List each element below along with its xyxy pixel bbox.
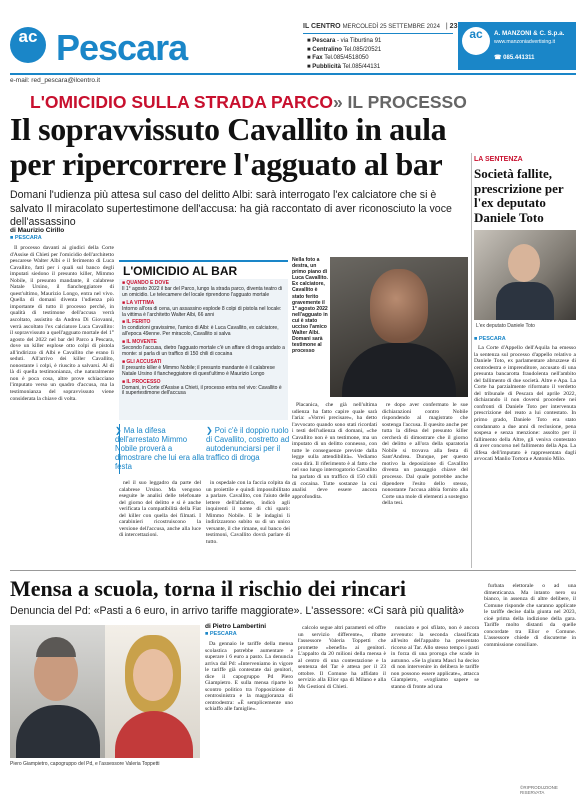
email: e-mail: red_pescara@ilcentro.it: [10, 77, 101, 84]
toto-caption: L'ex deputato Daniele Toto: [476, 323, 535, 329]
pull-quote: ❯ Ma la difesa dell'arrestato Mimmo Nobile proverà a dimostrare che lui era alla festa: [115, 426, 205, 471]
header-logo: ac: [10, 27, 46, 63]
info-box: L'OMICIDIO AL BAR ■ QUANDO E DOVE Il 1° agosto 2022 il bar del Parco, lungo la strada parco, diventa teatro di un omicidio. Le telecamere del locale riprendono l'agguato mortale ■ LA VITTIMA Intorno all'ora di cena, un assassino esplode 8 colpi di pistola nel locale: la vittima è l'architetto Walter Albi, 66 anni ■ IL FERITO In condizioni gravissime, l'amico di Albi: è Luca Cavallito, ex calciatore, all'epoca 49enne. Per miracolo, Cavallito si salva ■ IL MOVENTE Secondo l'accusa, dietro l'agguato mortale c'è un affare di droga andato a monte: si parla di un traffico di 150 chili di cocaina ■ GLI ACCUSATI Il presunto killer è Mimmo Nobile; il presunto mandante è il calabrese Natale Ursino il fiancheggiatore di quest'ultimo è Maurizio Longo ■ IL PROCESSO Domani, in Corte d'Assise a Chieti, il processo entra nel vivo: Cavallito è il supertestimone dell'accusa: [119, 260, 288, 420]
subhead: Domani l'udienza più attesa sul caso del delitto Albi: sarà interrogato l'ex calciatore che si è salvato Il miracolato supertestimone dell'accusa: ha già raccontato di aver riconosciuto la voce dell'assassino: [10, 189, 452, 228]
story2-col1: Da gennaio le tariffe della mensa scolastica potrebbe aumentare e superare i 6 euro a pasto. La denuncia arriva dal Pd: «Interveniamo in vigore le tariffe già contestate dai genitori, dice il capogruppo Pd Piero Giampietro. E sulla mensa riparte lo scontro politico tra l'opposizione di centrosinistra e la maggioranza di centrodestra: «È semplicemente uno schiaffo alle famiglie».: [205, 641, 293, 713]
story2-subhead: Denuncia del Pd: «Pasti a 6 euro, in arrivo tariffe maggiorate». L'assessore: «Ci sarà più qualità»: [10, 605, 465, 617]
paper-name: IL CENTRO: [303, 23, 341, 30]
box-item-icon: ■: [122, 280, 127, 286]
headline: Il sopravvissuto Cavallito in aula per ripercorrere l'agguato al bar: [10, 111, 447, 182]
section-label: LA SENTENZA: [474, 156, 523, 163]
city-title: Pescara: [56, 27, 188, 68]
photo-caption: Nella foto a destra, un primo piano di Luca Cavallito. Ex calciatore, Cavallito è stato ferito gravemente il 1° agosto 2022 nell'agguato in cui è stato ucciso l'amico Walter Albi. Domani sarà testimone al processo: [292, 257, 328, 355]
page-number: 23: [449, 23, 458, 30]
col1-text: Il processo davanti ai giudici della Corte d'Assise di Chieti per l'omicidio dell'architetto pescarese Walter Albi e il ferimento di Luca Cavallito, fatti per i quali sul banco degli imputati siedono il presunto killer, Mimmo Nobile, il presunto mandante, il calabrese Natale Ursino, il fiancheggiatore di quest'ultimo, Maurizio Longo, entra nel vivo. Quella di domani diventa l'udienza più importante di tutto il processo perché, in qualità di testimone dell'accusa verrà ascoltato, assistito da Andrea Di Giovanni, verrà ascoltato l'ex calciatore Luca Cavallito: il sopravvissuto a quell'agguato mortale del 1° agosto del 2022 nel bar del Parco a Pescara, dove un killer esplose otto colpi di pistola all'indirizzo di Albi e Cavallito che erano lì seduti. All'arrivo dei killer Cavallito, nonostante i colpi, è riuscito a salvarsi. Al di là di quella testimonianza, che naturalmente non è poca cosa, altre prove schiacciano l'imputato verso un quadro d'accusa, ma la testimonianza del sopravvissuto viene considerata la chiave di volta.: [10, 245, 114, 402]
col4-text: Placanica, che già nell'ultima udienza ha fatto capire quale sarà l'aria: «Vorrei precisare», ha detto l'avvocato quando sono stati ricordati i testi dell'udienza di domani, «che Cavallito non è un testimone, ma un imputato di un delitto connesso, con tutte le conseguenze previste dalla legge sulla attendibilità». Vediamo cosa dirà. Il riferimento è al fatto che nel suo lungo interrogatorio Cavallito ha parlato di un traffico di 150 chili di cocaina. Tutte sostanze la cui analisi deve essere ancora approfondita.: [292, 402, 377, 500]
story2-col3: nunciato e poi sfilato, non è ancora avvenuto: la seconda classificata all'esito dell'appalto ha presentato ricorso al Tar. Allo stesso tempo i pasti in forza di una proroga che scade in autunno. «Se la giunta Masci ha deciso di non intervenire in delibera le tariffe non possono essere applicate», attacca Giampietro, «vogliamo sapere se stanno di fronte ad una: [391, 625, 479, 690]
story2-byline: di Pietro Lambertini: [205, 623, 267, 630]
byline: di Maurizio Cirillo: [10, 227, 65, 234]
story2-col4: furbata elettorale o ad una dimenticanza. Ma intanto nero su bianco, in assenza di altre delibere, il Comune risponde che saranno applicate le tariffe decise dalla giunta nel 2023, cioè prima della indizione della gara. Tariffe molto distanti da quelle concordate tra Elior e Comune. L'assessore chiede di discuterne in commissione consiliare.: [484, 583, 576, 648]
story2-photo: [10, 625, 200, 758]
toto-photo: [474, 230, 576, 320]
box-title: L'OMICIDIO AL BAR: [119, 262, 288, 279]
story2-col2: calcolo segue altri parametri ed offre un servizio differente», ribatte l'assessore Valeria Toppetti che promette «benefit» ai genitori. L'appalto da 20 milioni della mensa è al centro di una contestazione e la sentenza del Tar è attesa per il 23 ottobre. Il Comune ha affidato il servizio alla Elior spa di Milano e alla Ms Gestioni di Chieti.: [298, 625, 386, 690]
cavallito-photo: [330, 257, 468, 397]
col5-text: re dopo aver confermato le sue dichiarazioni contro Nobile rispondendo al magistrato che sostenga l'accusa. Il quesito anche per tutta la difesa del presunto killer cercherà di dimostrare che il giorno del delitto e all'ora della sparatoria Nobile si trovava alla festa di Sant'Andrea. Dunque, per questo motivo la deposizione di Cavallito diventa un passaggio chiave del processo. Dal quale potrebbe anche dipendere l'esito dello stesso, nonostante l'accusa abbia fornito alla Corte una mole di elementi a sostegno della tesi.: [382, 402, 468, 507]
paper-date: MERCOLEDÌ 25 SETTEMBRE 2024: [342, 24, 440, 30]
story2-photo-caption: Piero Giampietro, capogruppo del Pd, e l'assessore Valeria Toppetti: [10, 761, 160, 767]
contacts: ■ Pescara - via Tiburtina 91 ■ Centralino Tel.085/20521 ■ Fax Tel.085/4518050 ■ Pubblicità Tel.085/44131: [307, 38, 382, 70]
pull-quote: ❯ Poi c'è il doppio ruolo di Cavallito, costretto ad autodenunciarsi per il traffico di droga: [206, 426, 290, 462]
right-headline: Società fallite, prescrizione per l'ex deputato Daniele Toto: [474, 166, 564, 225]
story2-location: PESCARA: [209, 631, 237, 637]
ad-logo: ac: [462, 27, 490, 55]
kicker: L'OMICIDIO SULLA STRADA PARCO» IL PROCESSO: [30, 92, 467, 112]
story2-headline: Mensa a scuola, torna il rischio dei rincari: [10, 576, 406, 601]
copyright: ©RIPRODUZIONE RISERVATA: [520, 785, 558, 795]
col3-text: in ospedale con la faccia colpita da un proiettile e quindi impossibilitato a parlare. Cavallito, con l'aiuto delle lettere dell'alfabeto, indicò agli inquirenti il nome di chi sparò: Mimmo Nobile. E le indagini li indirizzarono subito su di un unico versante, il che rimane, sul banco dei testimoni, Cavallito dovrà parlare di tutto.: [206, 480, 290, 545]
quote-icon: ❯: [115, 426, 124, 435]
right-body: La Corte d'Appello dell'Aquila ha emesso la sentenza sul processo d'appello relativo a Daniele Toto, ex parlamentare abruzzese di centrodestra e imprenditore, accusato di una presunta bancarotta fraudolenta nell'ambito del fallimento di due società. Altre e Apa. La Corte ha parzialmente riformato il verdetto del tribunale di Pescara del aprile 2022, dichiarando il non doversi procedere nei confronti di Daniele Toto per intervenuta prescrizione del reato a lui contestato. In primo grado, Daniele Toto era stato condannato a due anni di reclusione, pena sospesa e senza menzione: assolto per il fallimento della Altre, gli veniva contestato di aver concorso nel fallimento della Apa. La difesa dell'imputato è rappresentata dagli avvocati Manlio Tortora e Antonio Milo.: [474, 345, 576, 463]
phone-icon: ☎: [494, 55, 504, 61]
byline-location: PESCARA: [14, 235, 42, 241]
col2-text: nel il suo leggadro da parte del calabrese Ursino. Ma vengono eseguite le analisi delle telefonate del giorno del delitto e si è anche verificata la compatibilità della Fiat del killer con quella dei filmati. I carabinieri ricostruiscono la versione dell'accusa, anche alla luce di intercettazioni.: [119, 480, 201, 539]
ad-banner: ac A. MANZONI & C. S.p.a. www.manzoniadvertising.it ☎ 085.441311: [458, 22, 576, 70]
right-location: PESCARA: [478, 336, 506, 342]
